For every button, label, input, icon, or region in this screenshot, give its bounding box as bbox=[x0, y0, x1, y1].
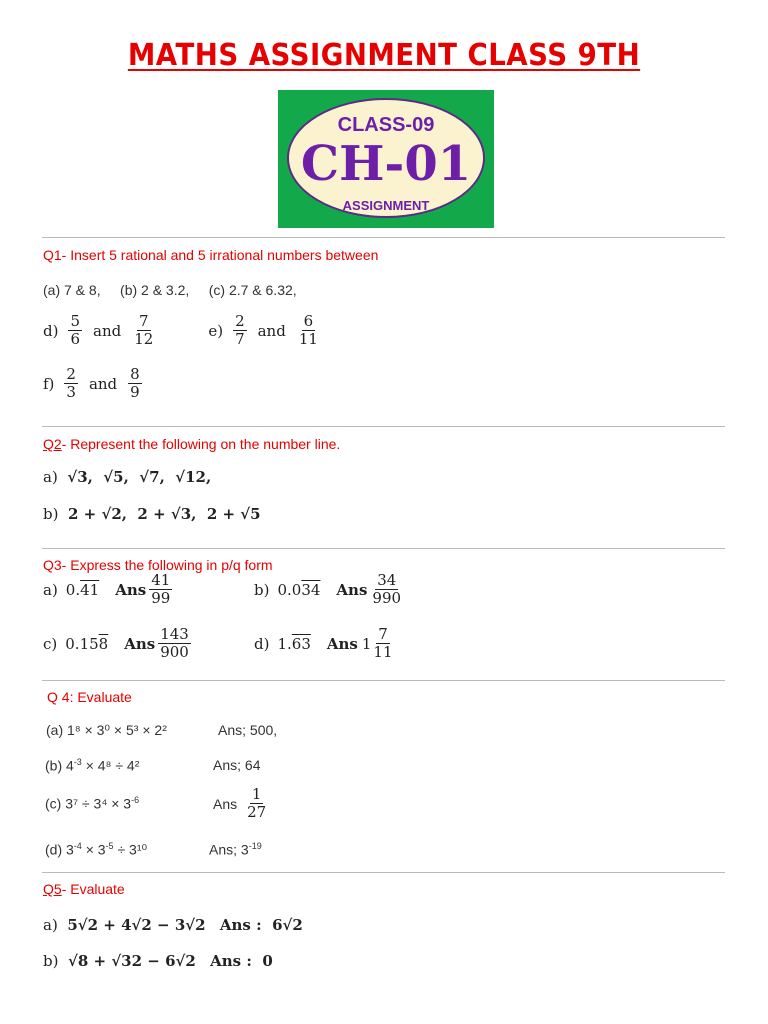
ans-label: Ans bbox=[124, 634, 156, 653]
numerator: 34 bbox=[377, 571, 397, 589]
decimal-int: 0.15 bbox=[65, 634, 99, 653]
q3-item-c bbox=[43, 626, 194, 661]
fraction bbox=[297, 313, 320, 348]
numerator: 5 bbox=[70, 312, 81, 330]
divider bbox=[42, 872, 725, 873]
decimal-int: 1. bbox=[277, 634, 292, 653]
numerator: 6 bbox=[303, 312, 314, 330]
q1-line-f bbox=[43, 366, 145, 401]
numerator: 8 bbox=[130, 365, 140, 383]
q5-line-b bbox=[43, 952, 273, 970]
q2-line-b bbox=[43, 505, 261, 523]
q2-b-label: b) bbox=[43, 505, 59, 523]
expr-part: (d) 3 bbox=[45, 841, 74, 858]
q4-d-answer bbox=[209, 841, 262, 858]
decimal-int: 0.0 bbox=[277, 580, 302, 599]
q3-a-label: a) bbox=[43, 580, 58, 599]
numerator: 2 bbox=[235, 312, 245, 330]
q3-item-d bbox=[254, 626, 398, 661]
q2-a-expression: √3, √5, √7, √12, bbox=[67, 468, 212, 486]
q5-a-expression: 5√2 + 4√2 − 3√2 bbox=[67, 916, 206, 934]
ans-label: Ans bbox=[213, 795, 238, 812]
q5-b-label: b) bbox=[43, 952, 59, 970]
denominator: 11 bbox=[373, 643, 393, 661]
q1-f-label: f) bbox=[43, 374, 55, 393]
denominator: 11 bbox=[298, 330, 318, 348]
denominator: 3 bbox=[66, 383, 76, 401]
q4-heading: Q 4: Evaluate bbox=[47, 689, 132, 705]
badge-class: CLASS-09 bbox=[337, 114, 435, 136]
q2-line-a bbox=[43, 468, 211, 486]
fraction bbox=[371, 626, 394, 661]
q3-c-decimal bbox=[65, 635, 108, 653]
q4-a-expression: (a) 1⁸ × 3⁰ × 5³ × 2² bbox=[46, 722, 167, 738]
q4-b-expression bbox=[45, 757, 139, 774]
denominator: 990 bbox=[372, 589, 402, 607]
expr-part: (c) 3⁷ ÷ 3⁴ × 3 bbox=[45, 795, 132, 812]
q1-d-label: d) bbox=[43, 321, 59, 340]
exponent: -4 bbox=[73, 841, 82, 851]
expr-part: (b) 4 bbox=[45, 757, 74, 774]
decimal-repeat: 41 bbox=[80, 580, 100, 599]
q5-a-label: a) bbox=[43, 916, 58, 934]
q2-heading bbox=[43, 436, 340, 452]
q4-c-answer bbox=[213, 786, 271, 821]
exponent: -19 bbox=[248, 841, 262, 851]
fraction bbox=[370, 572, 403, 607]
fraction bbox=[158, 626, 191, 661]
q2-a-label: a) bbox=[43, 468, 58, 486]
divider bbox=[42, 548, 725, 549]
numerator: 7 bbox=[378, 625, 388, 643]
q3-item-b bbox=[254, 572, 406, 607]
q5-line-a bbox=[43, 916, 303, 934]
expr-part: × 4⁸ ÷ 4² bbox=[81, 757, 140, 774]
denominator: 900 bbox=[160, 643, 189, 661]
q3-d-label: d) bbox=[254, 634, 270, 653]
q5-b-answer: Ans : 0 bbox=[210, 952, 273, 970]
q1-line-abc: (a) 7 & 8, (b) 2 & 3.2, (c) 2.7 & 6.32, bbox=[43, 282, 297, 298]
and-word: and bbox=[93, 321, 122, 340]
q1-line-de bbox=[43, 313, 323, 348]
decimal-repeat: 34 bbox=[301, 580, 321, 599]
q3-d-decimal bbox=[277, 635, 310, 653]
denominator: 6 bbox=[70, 330, 81, 348]
q1-e-label: e) bbox=[208, 321, 224, 340]
q3-b-decimal bbox=[277, 581, 320, 599]
expr-part: ÷ 3¹⁰ bbox=[113, 841, 148, 858]
numerator: 2 bbox=[66, 365, 76, 383]
divider bbox=[42, 237, 725, 238]
fraction bbox=[128, 366, 142, 401]
decimal-repeat: 63 bbox=[291, 634, 311, 653]
denominator: 99 bbox=[151, 589, 171, 607]
ans-text: Ans; 3 bbox=[209, 841, 249, 858]
q3-item-a bbox=[43, 572, 175, 607]
q5-a-answer: Ans : 6√2 bbox=[219, 916, 303, 934]
numerator: 7 bbox=[139, 312, 149, 330]
denominator: 7 bbox=[235, 330, 245, 348]
numerator: 1 bbox=[251, 785, 262, 803]
ans-label: Ans bbox=[115, 580, 147, 599]
badge-oval bbox=[287, 98, 485, 218]
fraction bbox=[245, 786, 268, 821]
page-title: MATHS ASSIGNMENT CLASS 9TH bbox=[127, 38, 641, 73]
q5-number: Q5 bbox=[43, 881, 62, 897]
denominator: 12 bbox=[134, 330, 154, 348]
q2-number: Q2 bbox=[43, 436, 62, 452]
ans-label: Ans bbox=[336, 580, 368, 599]
fraction bbox=[68, 313, 82, 348]
exponent: -5 bbox=[105, 841, 114, 851]
denominator: 27 bbox=[247, 803, 267, 821]
fraction bbox=[132, 313, 155, 348]
q3-c-label: c) bbox=[43, 634, 58, 653]
numerator: 143 bbox=[160, 625, 189, 643]
q4-b-answer: Ans; 64 bbox=[213, 757, 261, 773]
q3-b-label: b) bbox=[254, 580, 270, 599]
mixed-whole: 1 bbox=[361, 634, 372, 653]
numerator: 41 bbox=[151, 571, 171, 589]
q5-heading-text: - Evaluate bbox=[61, 881, 125, 897]
divider bbox=[42, 680, 725, 681]
decimal-repeat: 8 bbox=[98, 634, 109, 653]
q5-heading bbox=[43, 881, 125, 897]
fraction bbox=[233, 313, 247, 348]
chapter-badge bbox=[278, 90, 494, 228]
badge-chapter: CH-01 bbox=[300, 136, 472, 192]
ans-label: Ans bbox=[326, 634, 358, 653]
and-word: and bbox=[88, 374, 118, 393]
q4-d-expression bbox=[45, 841, 147, 859]
q3-a-decimal bbox=[66, 581, 99, 599]
badge-assignment: ASSIGNMENT bbox=[342, 198, 430, 213]
exponent: -3 bbox=[73, 757, 82, 767]
fraction bbox=[64, 366, 78, 401]
decimal-int: 0. bbox=[65, 580, 81, 599]
q4-c-expression bbox=[45, 795, 139, 812]
denominator: 9 bbox=[130, 383, 140, 401]
and-word: and bbox=[257, 321, 286, 340]
expr-part: × 3 bbox=[81, 841, 106, 858]
divider bbox=[42, 426, 725, 427]
q2-b-expression: 2 + √2, 2 + √3, 2 + √5 bbox=[68, 505, 261, 523]
q2-heading-text: - Represent the following on the number line. bbox=[61, 436, 341, 452]
exponent: -6 bbox=[131, 795, 140, 805]
fraction bbox=[149, 572, 172, 607]
q1-heading: Q1- Insert 5 rational and 5 irrational numbers between bbox=[43, 247, 379, 263]
q5-b-expression: √8 + √32 − 6√2 bbox=[68, 952, 196, 970]
q4-a-answer: Ans; 500, bbox=[218, 722, 278, 738]
q3-heading: Q3- Express the following in p/q form bbox=[43, 557, 273, 573]
